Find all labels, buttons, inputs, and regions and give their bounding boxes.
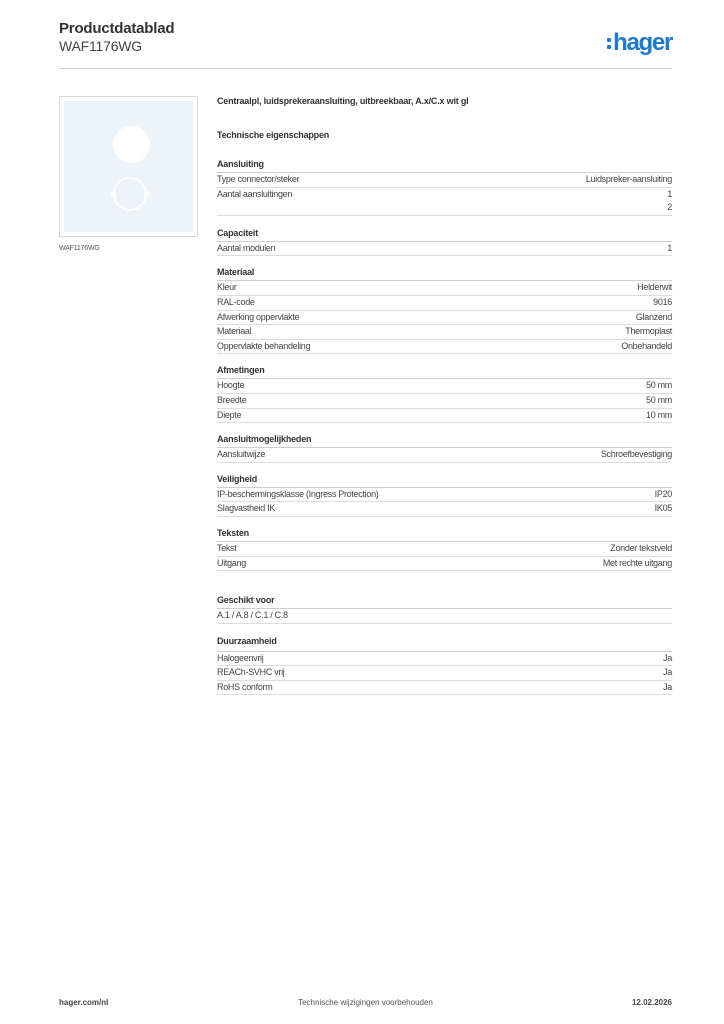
spec-label: A.1 / A.8 / C.1 / C.8 — [217, 610, 288, 621]
spec-value: 1 — [667, 188, 672, 199]
spec-row — [217, 542, 672, 557]
spec-row — [217, 325, 672, 340]
spec-value: Onbehandeld — [621, 340, 672, 351]
spec-value: IP20 — [654, 488, 672, 499]
spec-row — [217, 394, 672, 409]
page-header — [59, 20, 672, 70]
spec-value: IK05 — [654, 503, 672, 514]
spec-row — [217, 379, 672, 394]
spec-label: Kleur — [217, 282, 237, 293]
spec-row — [217, 666, 672, 681]
section-title: Aansluiting — [217, 159, 672, 173]
section-title: Afmetingen — [217, 365, 672, 379]
spec-value: Zonder tekstveld — [610, 542, 672, 553]
spec-value: 50 mm — [645, 380, 672, 391]
section-veiligheid — [217, 474, 672, 517]
spec-value: 50 mm — [645, 394, 672, 405]
spec-label: Aansluitwijze — [217, 449, 266, 460]
section-aansluiting — [217, 159, 672, 216]
spec-label: Afwerking oppervlakte — [217, 311, 300, 322]
logo-text: hager — [613, 29, 672, 56]
section-title: Teksten — [217, 528, 672, 542]
document-title: Productdatablad — [59, 20, 175, 37]
product-image-caption: WAF1176WG — [59, 245, 100, 252]
spec-row — [217, 448, 672, 463]
spec-row — [217, 488, 672, 503]
product-image-frame — [59, 96, 198, 237]
section-duurzaamheid — [217, 636, 672, 696]
spec-row — [217, 340, 672, 355]
product-description: Centraalpl, luidsprekeraansluiting, uitbreekbaar, A.x/C.x wit gl — [217, 96, 469, 106]
spec-label: Materiaal — [217, 326, 252, 337]
spec-label: Hoogte — [217, 380, 245, 391]
footer-website-link[interactable]: hager.com/nl — [59, 998, 109, 1007]
spec-label: Type connector/steker — [217, 174, 300, 184]
spec-row — [217, 652, 672, 667]
section-materiaal — [217, 267, 672, 354]
spec-row — [217, 557, 672, 572]
section-title: Aansluitmogelijkheden — [217, 434, 672, 448]
section-geschikt-voor — [217, 595, 672, 624]
technical-properties-title: Technische eigenschappen — [217, 130, 330, 140]
spec-row — [217, 188, 672, 216]
speaker-opening-icon — [113, 126, 150, 163]
spec-label: Diepte — [217, 409, 242, 420]
section-title: Materiaal — [217, 267, 672, 281]
spec-label: RoHS conform — [217, 681, 273, 692]
spec-value: Schroefbevestiging — [600, 449, 672, 460]
section-teksten — [217, 528, 672, 571]
spec-row — [217, 409, 672, 424]
spec-label: RAL-code — [217, 296, 255, 307]
spec-label: Aantal aansluitingen — [217, 188, 293, 199]
section-title: Geschikt voor — [217, 595, 672, 609]
logo-dots-icon — [607, 38, 611, 49]
spec-value: Helderwit — [637, 282, 672, 293]
spec-row — [217, 281, 672, 296]
spec-value-multi — [667, 188, 672, 215]
spec-label: REACh-SVHC vrij — [217, 667, 285, 678]
spec-value: Ja — [663, 681, 672, 692]
section-title: Capaciteit — [217, 228, 672, 242]
spec-value-2: 2 — [667, 202, 672, 213]
connector-ring-icon — [113, 177, 147, 211]
section-aansluitmogelijkheden — [217, 434, 672, 463]
spec-value: Ja — [663, 667, 672, 678]
spec-value: Luidspreker-aansluiting — [585, 174, 672, 184]
spec-value: Ja — [663, 652, 672, 663]
spec-label: Slagvastheid IK — [217, 503, 276, 514]
footer-date: 12.02.2026 — [631, 998, 672, 1007]
spec-label: Halogeenvrij — [217, 652, 264, 663]
section-title: Veiligheid — [217, 474, 672, 488]
section-afmetingen — [217, 365, 672, 423]
header-divider — [59, 68, 672, 69]
spec-label: Tekst — [217, 542, 237, 553]
spec-value: 10 mm — [645, 409, 672, 420]
spec-value: Glanzend — [635, 311, 672, 322]
section-capaciteit — [217, 228, 672, 257]
spec-value: Met rechte uitgang — [602, 557, 672, 568]
product-image — [64, 101, 193, 232]
spec-row — [217, 502, 672, 517]
spec-row — [217, 173, 672, 188]
spec-value: 9016 — [653, 296, 672, 307]
footer-disclaimer: Technische wijzigingen voorbehouden — [298, 998, 433, 1007]
spec-row — [217, 311, 672, 326]
spec-label: Breedte — [217, 394, 247, 405]
spec-content — [217, 96, 672, 695]
spec-row — [217, 681, 672, 696]
spec-value: 1 — [667, 242, 672, 253]
spec-row — [217, 609, 672, 624]
section-title: Duurzaamheid — [217, 636, 672, 652]
spec-row — [217, 296, 672, 311]
spec-label: Aantal modulen — [217, 242, 276, 253]
spec-label: IP-beschermingsklasse (Ingress Protection) — [217, 488, 379, 499]
spec-value: Thermoplast — [625, 326, 672, 337]
spec-label: Oppervlakte behandeling — [217, 340, 311, 351]
spec-label: Uitgang — [217, 557, 246, 568]
spec-row — [217, 242, 672, 257]
hager-logo — [607, 28, 672, 58]
product-code: WAF1176WG — [59, 38, 142, 54]
